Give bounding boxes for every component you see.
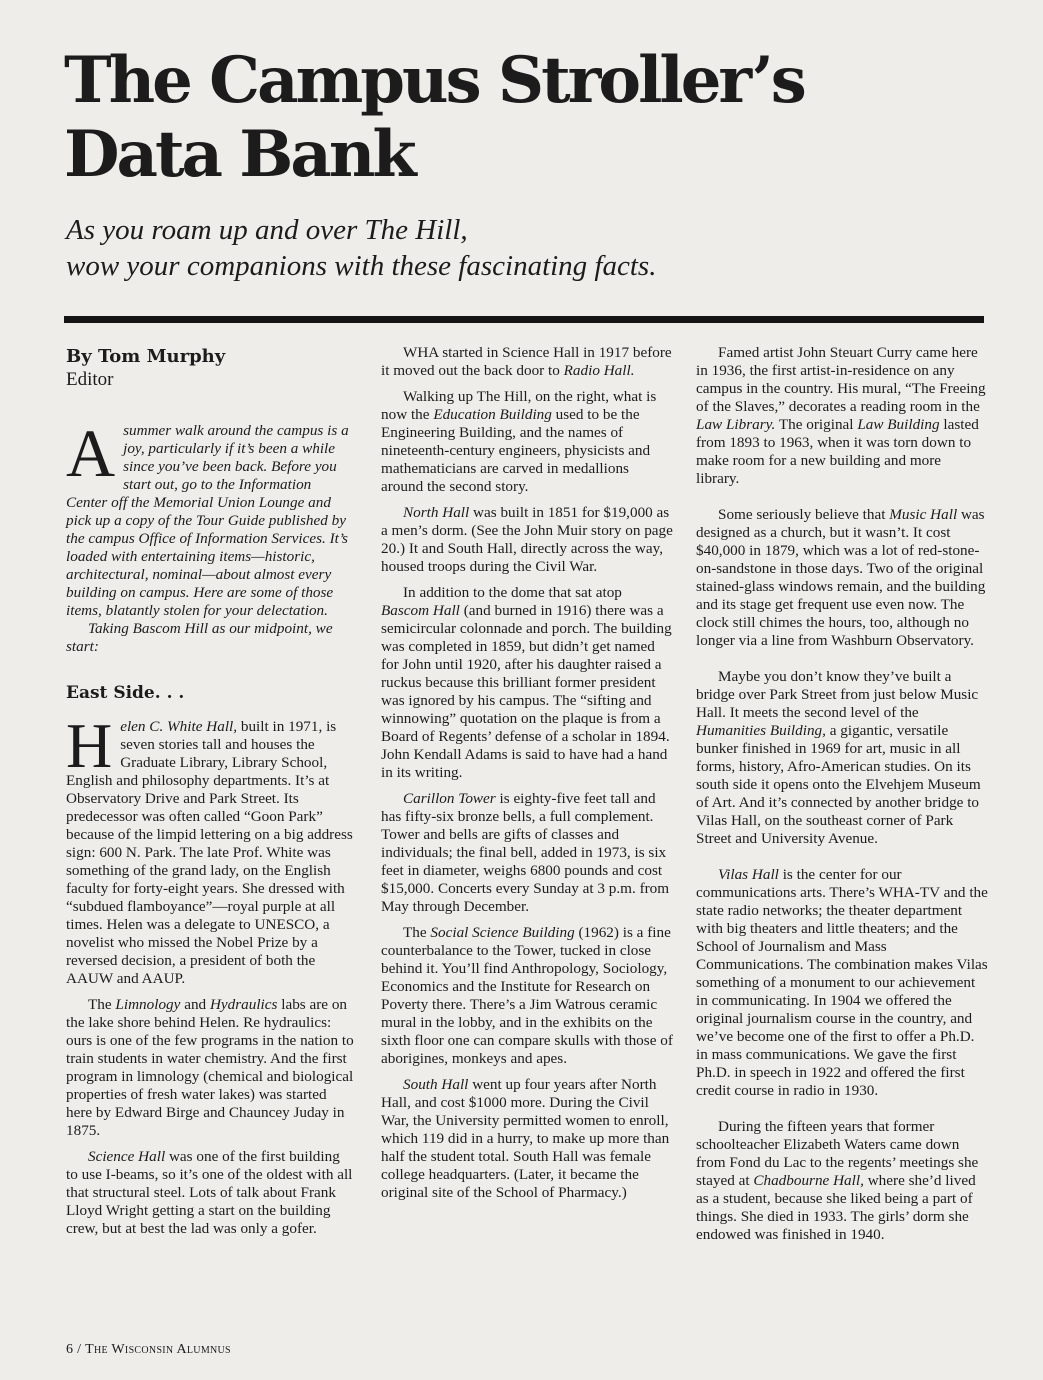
paragraph-bascom-hall: In addition to the dome that sat atop Bascom Hall (and burned in 1916) there was a semicircular colonnade and porch. The building was completed in 1859, but didn’t get named for John until 1920, after his daughter raised a ruckus because this brilliant former president was ignored by his campus. The “sifting and winnowing” quotation on the plaque is from a Board of Regents’ defense of a scholar in 1894. John Kendall Adams is said to have had a hand in its writing. (381, 584, 672, 781)
page-number: 6 / (66, 1342, 86, 1357)
page-footer (66, 1342, 231, 1358)
subtitle-line-1: As you roam up and over The Hill, (66, 214, 468, 246)
intro-block (66, 415, 354, 656)
paragraph-chadbourne: During the fifteen years that former schoolteacher Elizabeth Waters came down from Fond du Lac to the regents’ meetings she stayed at Chadbourne Hall, where she’d lived as a student, because she liked being a part of things. She died in 1933. The girls’ dorm she endowed was finished in 1940. (696, 1118, 979, 1243)
section-heading: East Side. . . (66, 683, 185, 703)
paragraph-north-hall: North Hall was built in 1851 for $19,000 as a men’s dorm. (See the John Muir story on page 20.) It and South Hall, directly across the way, housed troops during the Civil War. (381, 504, 673, 575)
publication-name: The Wisconsin Alumnus (85, 1342, 231, 1357)
drop-cap-h: H (66, 710, 113, 781)
drop-cap-a: A (66, 415, 116, 491)
paragraph-wha: WHA started in Science Hall in 1917 before it moved out the back door to Radio Hall. (381, 344, 672, 379)
paragraph-carillon-tower: Carillon Tower is eighty-five feet tall and has fifty-six bronze bells, a full complement. Tower and bells are gifts of classes and individuals; the final bell, added in 1973, is six feet in diameter, weighs 6800 pounds and cost $15,000. Concerts every Sunday at 3 p.m. from May through December. (381, 790, 670, 915)
paragraph-vilas-hall: Vilas Hall is the center for our communications arts. There’s WHA-TV and the state radio networks; the theater department with big theaters and little theaters; and the School of Journalism and Mass Communications. The combination makes Vilas something of a monument to our achievement in communicating. In 1904 we offered the original journalism course in the country, and we’ve become one of the first to offer a Ph.D. in mass communications. We gave the first Ph.D. in speech in 1922 and offered the first credit course in radio in 1930. (696, 866, 988, 1099)
column-1 (66, 344, 354, 1246)
title-divider (64, 316, 984, 323)
column-2 (381, 344, 673, 1210)
title-line-1: The Campus Stroller’s (64, 43, 804, 118)
column-3 (696, 344, 988, 1252)
paragraph-science-hall: Science Hall was one of the first building to use I-beams, so it’s one of the oldest with all that structural steel. Lots of talk about Frank Lloyd Wright getting a start on the building crew, but at best the lad was only a gofer. (66, 1148, 353, 1237)
article-title (64, 44, 984, 192)
subtitle-line-2: wow your companions with these fascinating facts. (66, 250, 657, 282)
paragraph-south-hall: South Hall went up four years after North Hall, and cost $1000 more. During the Civil War, the University permitted women to enroll, which 119 did in a hurry, to make up more than half the student total. South Hall was female college headquarters. (Later, it became the original site of the School of Pharmacy.) (381, 1076, 670, 1201)
title-line-2: Data Bank (64, 117, 414, 192)
intro-paragraph: Asummer walk around the campus is a joy, particularly if it’s been a while since you’ve been back. Before you start out, go to the Information Center off the Memorial Union Lounge and pick up a copy of the Tour Guide published by the campus Office of Information Services. It’s loaded with entertaining items—historic, architectural, nominal—about almost every building on campus. Here are some of those items, blatantly stolen for your delectation. (66, 415, 349, 619)
byline-author: By Tom Murphy (66, 346, 226, 367)
byline-role: Editor (66, 369, 114, 390)
paragraph-curry-law: Famed artist John Steuart Curry came here in 1936, the first artist-in-residence on any campus in the country. His mural, “The Freeing of the Slaves,” decorates a reading room in the Law Library. The original Law Building lasted from 1893 to 1963, when it was torn down to make room for a new building and more library. (696, 344, 986, 487)
paragraph-helen-white: Helen C. White Hall, built in 1971, is seven stories tall and houses the Graduate Library, Library School, English and philosophy departments. It’s at Observatory Drive and Park Street. Its predecessor was often called “Goon Park” because of the limpid lettering on a big address sign: 600 N. Park. The late Prof. White was something of the grand lady, on the English faculty for forty-eight years. She dressed with “subdued flamboyance”—royal purple at all times. Helen was a delegate to UNESCO, a novelist who missed the Nobel Prize by a reversed decision, a president of both the AAUW and AAUP. (66, 710, 353, 987)
intro-paragraph-2: Taking Bascom Hill as our midpoint, we start: (66, 620, 333, 655)
paragraph-limnology: The Limnology and Hydraulics labs are on the lake shore behind Helen. Re hydraulics: ours is one of the few programs in the nation to train students in water chemistry. And the first program in limnology (chemical and biological properties of fresh water lakes) was started here by Edward Birge and Chauncey Juday in 1875. (66, 996, 354, 1139)
article-subtitle (66, 212, 966, 284)
paragraph-humanities: Maybe you don’t know they’ve built a bridge over Park Street from just below Music Hall. It meets the second level of the Humanities Building, a gigantic, versatile bunker finished in 1969 for art, music in all forms, history, Afro-American studies. On its south side it opens onto the Elvehjem Museum of Art. And it’s connected by another bridge to Vilas Hall, on the southeast corner of Park Street and University Avenue. (696, 668, 981, 847)
paragraph-music-hall: Some seriously believe that Music Hall was designed as a church, but it wasn’t. It cost $40,000 in 1879, which was a lot of red-stone-on-sandstone in those days. Two of the original stained-glass windows remain, and the building and its stage get frequent use even now. The clock still chimes the hours, too, although no longer via a line from Washburn Observatory. (696, 506, 986, 649)
paragraph-education-building: Walking up The Hill, on the right, what is now the Education Building used to be the Engineering Building, and the names of nineteenth-century engineers, physicists and mathematicians are carved in medallions around the second story. (381, 388, 657, 495)
paragraph-social-science: The Social Science Building (1962) is a fine counterbalance to the Tower, tucked in close behind it. You’ll find Anthropology, Sociology, Economics and the Institute for Research on Poverty there. There’s a Jim Watrous ceramic mural in the lobby, and in the exhibits on the sixth floor one can compare skulls with those of aborigines, monkeys and apes. (381, 924, 673, 1067)
